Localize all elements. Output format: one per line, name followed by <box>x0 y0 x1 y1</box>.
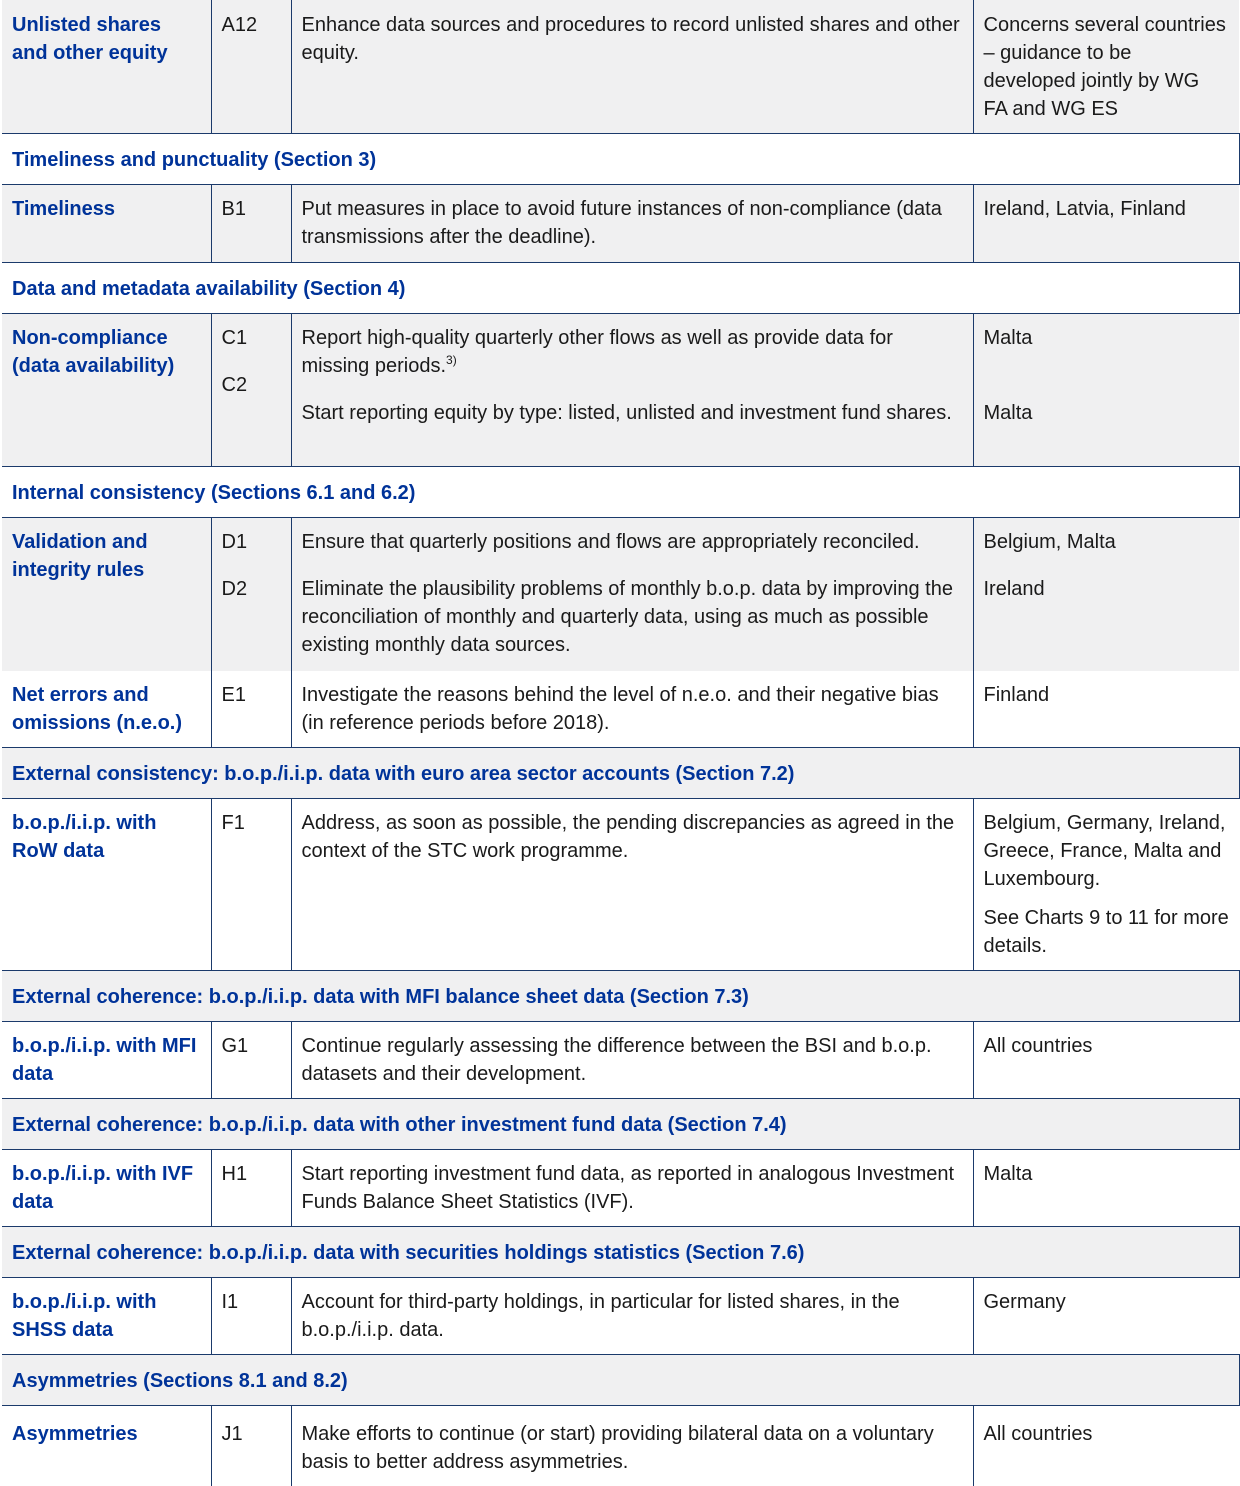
row-code: D1 <box>222 528 281 556</box>
row-countries-note: See Charts 9 to 11 for more details. <box>984 904 1230 960</box>
table-row-c <box>2 314 1239 467</box>
row-code: H1 <box>211 1150 291 1227</box>
row-description: Start reporting equity by type: listed, unlisted and investment fund shares. <box>302 399 963 427</box>
row-label: Non-compliance (data availability) <box>2 314 211 467</box>
row-description: Eliminate the plausibility problems of monthly b.o.p. data by improving the reconciliation of monthly and quarterly data, using as much as possible existing monthly data sources. <box>302 575 963 659</box>
row-code: C2 <box>222 371 281 399</box>
row-code: I1 <box>211 1278 291 1355</box>
section-title: External coherence: b.o.p./i.i.p. data with securities holdings statistics (Section 7.6) <box>2 1227 1239 1278</box>
row-label: Unlisted shares and other equity <box>2 0 211 134</box>
table-row-b1 <box>2 185 1239 263</box>
section-title: External consistency: b.o.p./i.i.p. data with euro area sector accounts (Section 7.2) <box>2 748 1239 799</box>
row-code: F1 <box>211 799 291 971</box>
section-title: Data and metadata availability (Section 4) <box>2 263 1239 314</box>
section-title: External coherence: b.o.p./i.i.p. data with MFI balance sheet data (Section 7.3) <box>2 971 1239 1022</box>
row-label: b.o.p./i.i.p. with SHSS data <box>2 1278 211 1355</box>
row-code: G1 <box>211 1022 291 1099</box>
row-label: b.o.p./i.i.p. with IVF data <box>2 1150 211 1227</box>
row-code: A12 <box>211 0 291 134</box>
row-countries: Ireland <box>984 575 1230 603</box>
row-description: Ensure that quarterly positions and flows are appropriately reconciled. <box>302 528 963 556</box>
row-label: Asymmetries <box>2 1406 211 1486</box>
table-row-i1 <box>2 1278 1239 1355</box>
row-code: B1 <box>211 185 291 263</box>
section-title: Asymmetries (Sections 8.1 and 8.2) <box>2 1355 1239 1406</box>
row-description: Report high-quality quarterly other flows as well as provide data for missing periods.$^{3)}$ <box>302 324 963 380</box>
row-countries: Malta <box>973 1150 1239 1227</box>
section-header-availability <box>2 263 1239 314</box>
section-header-asymmetries <box>2 1355 1239 1406</box>
section-title: Internal consistency (Sections 6.1 and 6.2) <box>2 467 1239 518</box>
row-description: Account for third-party holdings, in particular for listed shares, in the b.o.p./i.i.p. data. <box>291 1278 973 1355</box>
section-header-external-sector <box>2 748 1239 799</box>
row-countries: Germany <box>973 1278 1239 1355</box>
section-header-external-ivf <box>2 1099 1239 1150</box>
row-countries: Concerns several countries – guidance to be developed jointly by WG FA and WG ES <box>973 0 1239 134</box>
row-countries: Belgium, Malta <box>984 528 1230 556</box>
row-countries: All countries <box>973 1022 1239 1099</box>
row-code: D2 <box>222 575 281 603</box>
row-countries: Malta <box>984 324 1230 352</box>
row-description: Put measures in place to avoid future instances of non-compliance (data transmissions after the deadline). <box>291 185 973 263</box>
row-description: Continue regularly assessing the difference between the BSI and b.o.p. datasets and their development. <box>291 1022 973 1099</box>
table-row-d <box>2 518 1239 671</box>
row-label: Validation and integrity rules <box>2 518 211 671</box>
row-description: Address, as soon as possible, the pending discrepancies as agreed in the context of the STC work programme. <box>291 799 973 971</box>
row-label: Timeliness <box>2 185 211 263</box>
row-code: C1 <box>222 324 281 352</box>
row-label: b.o.p./i.i.p. with RoW data <box>2 799 211 971</box>
row-code: E1 <box>211 671 291 748</box>
row-countries: Belgium, Germany, Ireland, Greece, France, Malta and Luxembourg. <box>984 809 1230 893</box>
section-title: External coherence: b.o.p./i.i.p. data with other investment fund data (Section 7.4) <box>2 1099 1239 1150</box>
row-description: Start reporting investment fund data, as reported in analogous Investment Funds Balance Sheet Statistics (IVF). <box>291 1150 973 1227</box>
table-row-j1 <box>2 1406 1239 1486</box>
footnote-ref: 3) <box>446 353 457 367</box>
table-row-g1 <box>2 1022 1239 1099</box>
table-row-h1 <box>2 1150 1239 1227</box>
row-countries: All countries <box>973 1406 1239 1486</box>
row-description: Make efforts to continue (or start) providing bilateral data on a voluntary basis to better address asymmetries. <box>291 1406 973 1486</box>
section-title: Timeliness and punctuality (Section 3) <box>2 134 1239 185</box>
section-header-external-mfi <box>2 971 1239 1022</box>
row-description: Enhance data sources and procedures to record unlisted shares and other equity. <box>291 0 973 134</box>
recommendations-table <box>2 0 1240 1486</box>
row-label: b.o.p./i.i.p. with MFI data <box>2 1022 211 1099</box>
section-header-timeliness <box>2 134 1239 185</box>
row-countries: Malta <box>984 399 1230 427</box>
section-header-external-shss <box>2 1227 1239 1278</box>
row-countries: Finland <box>973 671 1239 748</box>
row-label: Net errors and omissions (n.e.o.) <box>2 671 211 748</box>
table-row-e1 <box>2 671 1239 748</box>
section-header-internal <box>2 467 1239 518</box>
table-row-f1 <box>2 799 1239 971</box>
row-countries: Ireland, Latvia, Finland <box>973 185 1239 263</box>
row-description: Investigate the reasons behind the level of n.e.o. and their negative bias (in reference periods before 2018). <box>291 671 973 748</box>
row-code: J1 <box>211 1406 291 1486</box>
table-row-a12 <box>2 0 1239 134</box>
